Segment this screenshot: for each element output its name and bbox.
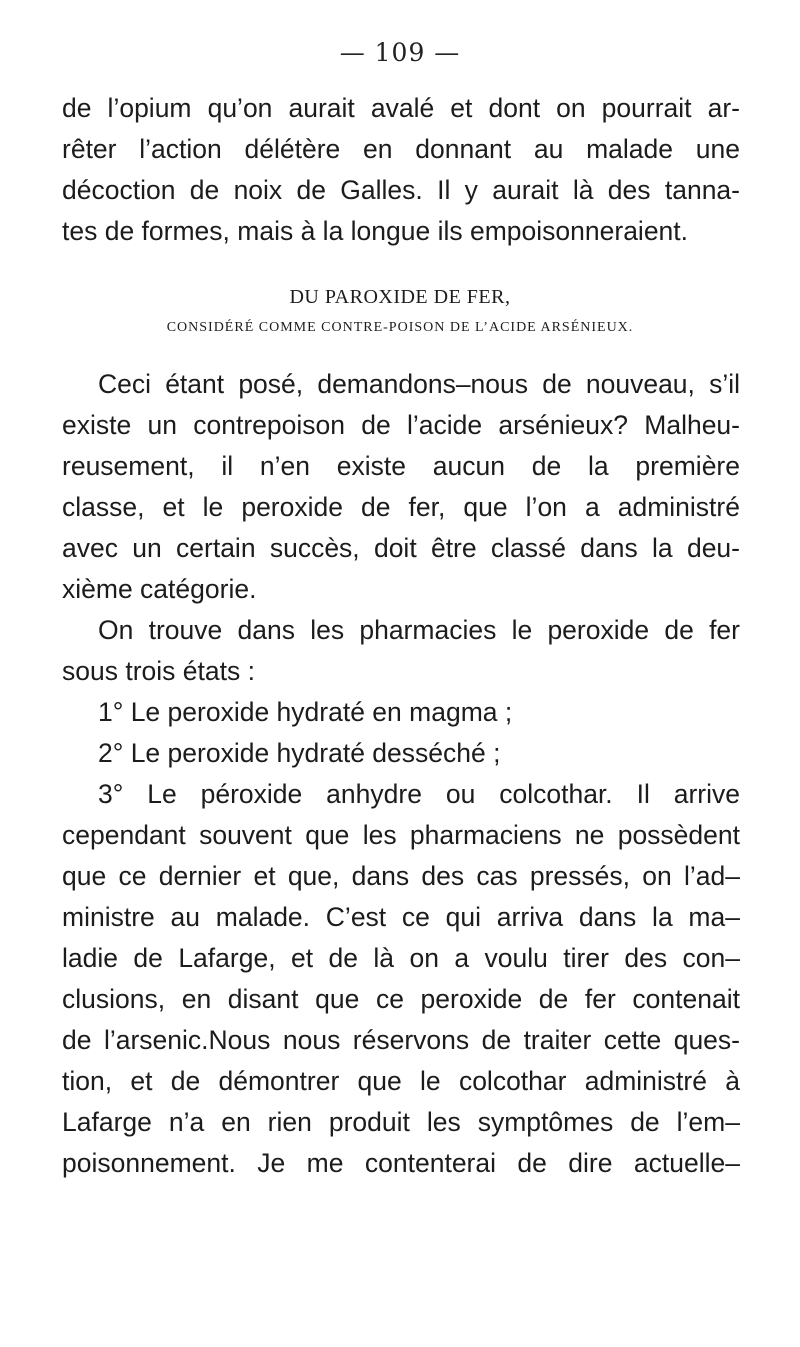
text-line: décoction de noix de Galles. Il y aurait là des tanna- xyxy=(62,175,740,205)
text-line: ladie de Lafarge, et de là on a voulu tirer des con– xyxy=(62,943,740,973)
text-line: poisonnement. Je me contenterai de dire actuelle– xyxy=(62,1148,740,1178)
text-line: 3° Le péroxide anhydre ou colcothar. Il arrive xyxy=(98,779,740,809)
text-line: classe, et le peroxide de fer, que l’on a administré xyxy=(62,492,740,522)
text-line: de l’opium qu’on aurait avalé et dont on pourrait ar- xyxy=(62,93,740,123)
text-line: Ceci étant posé, demandons–nous de nouveau, s’il xyxy=(98,369,740,399)
list-item: 2° Le peroxide hydraté desséché ; xyxy=(98,738,501,768)
text-line: xième catégorie. xyxy=(62,574,257,604)
text-line: rêter l’action délétère en donnant au malade une xyxy=(62,134,740,164)
section-subtitle: CONSIDÉRÉ COMME CONTRE-POISON DE L’ACIDE ARSÉNIEUX. xyxy=(166,320,634,335)
main-text xyxy=(62,364,740,1184)
text-line: sous trois états : xyxy=(62,656,255,686)
text-line: clusions, en disant que ce peroxide de fer contenait xyxy=(62,984,740,1014)
text-line: reusement, il n’en existe aucun de la première xyxy=(62,451,740,481)
text-line: que ce dernier et que, dans des cas pressés, on l’ad– xyxy=(62,861,740,891)
paragraph-continuation xyxy=(62,88,740,252)
text-line: cependant souvent que les pharmaciens ne possèdent xyxy=(62,820,740,850)
text-line: existe un contrepoison de l’acide arsénieux? Malheu- xyxy=(62,410,740,440)
page-number: — 109 — xyxy=(339,38,461,67)
text-line: de l’arsenic.Nous nous réservons de traiter cette ques- xyxy=(62,1025,740,1055)
text-line: avec un certain succès, doit être classé dans la deu- xyxy=(62,533,740,563)
text-line: ministre au malade. C’est ce qui arriva dans la ma– xyxy=(62,902,740,932)
list-item: 1° Le peroxide hydraté en magma ; xyxy=(98,697,513,727)
text-line: Lafarge n’a en rien produit les symptômes de l’em– xyxy=(62,1107,740,1137)
text-line: tes de formes, mais à la longue ils empoisonneraient. xyxy=(62,216,689,246)
section-title: DU PAROXIDE DE FER, xyxy=(289,286,511,308)
text-line: On trouve dans les pharmacies le peroxide de fer xyxy=(98,615,740,645)
text-line: tion, et de démontrer que le colcothar administré à xyxy=(62,1066,740,1096)
